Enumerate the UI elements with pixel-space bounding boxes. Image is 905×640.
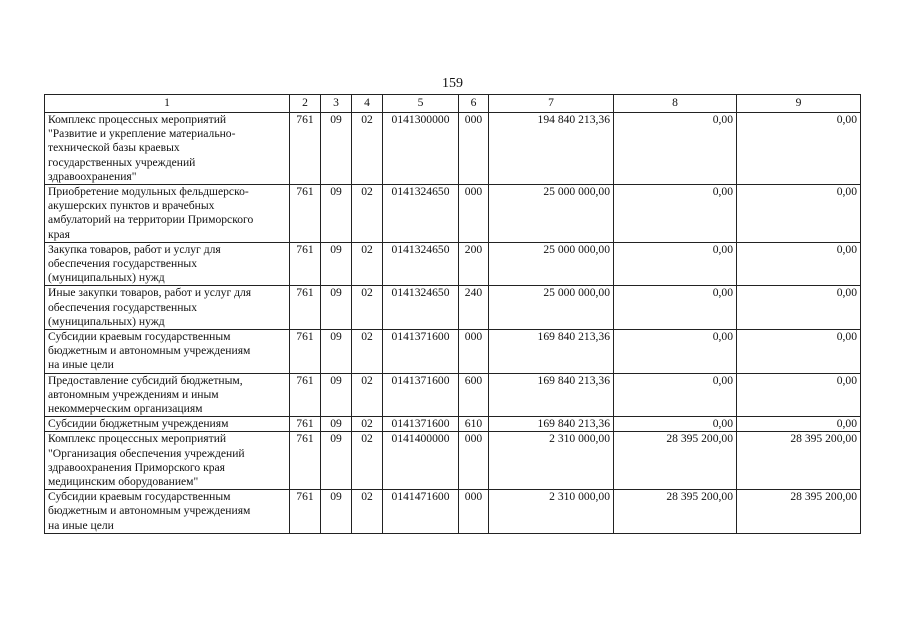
cell-code-6: 000 [459, 490, 489, 534]
cell-code-4: 02 [352, 185, 383, 243]
cell-code-2: 761 [290, 417, 321, 432]
cell-amount-7: 194 840 213,36 [489, 113, 614, 185]
table-row [45, 113, 861, 185]
cell-amount-9: 0,00 [737, 330, 861, 374]
cell-code-3: 09 [321, 113, 352, 185]
column-header: 6 [459, 95, 489, 113]
row-name: Субсидии краевым государственным бюджетным и автономным учреждениям на иные цели [45, 490, 290, 534]
row-name: Комплекс процессных мероприятий "Организация обеспечения учреждений здравоохранения Приморского края медицинским оборудованием" [45, 432, 290, 490]
cell-code-4: 02 [352, 490, 383, 534]
cell-amount-7: 2 310 000,00 [489, 490, 614, 534]
cell-code-5: 0141371600 [383, 373, 459, 417]
column-header: 8 [614, 95, 737, 113]
cell-code-5: 0141371600 [383, 417, 459, 432]
cell-amount-9: 0,00 [737, 113, 861, 185]
table-row [45, 185, 861, 243]
cell-code-5: 0141300000 [383, 113, 459, 185]
cell-amount-8: 0,00 [614, 113, 737, 185]
cell-code-5: 0141400000 [383, 432, 459, 490]
cell-code-6: 000 [459, 432, 489, 490]
cell-code-6: 240 [459, 286, 489, 330]
row-name: Приобретение модульных фельдшерско- акушерских пунктов и врачебных амбулаторий на территории Приморского края [45, 185, 290, 243]
cell-amount-7: 169 840 213,36 [489, 373, 614, 417]
cell-code-6: 610 [459, 417, 489, 432]
cell-code-3: 09 [321, 490, 352, 534]
table-row [45, 490, 861, 534]
cell-amount-9: 0,00 [737, 373, 861, 417]
cell-amount-9: 28 395 200,00 [737, 490, 861, 534]
row-name: Комплекс процессных мероприятий "Развитие и укрепление материально- технической базы краевых государственных учреждений здравоохранения" [45, 113, 290, 185]
cell-amount-8: 0,00 [614, 330, 737, 374]
column-header: 4 [352, 95, 383, 113]
cell-code-4: 02 [352, 286, 383, 330]
table-row [45, 432, 861, 490]
cell-code-2: 761 [290, 432, 321, 490]
cell-amount-9: 0,00 [737, 242, 861, 286]
column-header: 7 [489, 95, 614, 113]
table-row [45, 330, 861, 374]
budget-table [44, 94, 861, 534]
cell-code-2: 761 [290, 286, 321, 330]
cell-code-5: 0141324650 [383, 286, 459, 330]
cell-code-2: 761 [290, 242, 321, 286]
cell-amount-9: 0,00 [737, 185, 861, 243]
column-header: 5 [383, 95, 459, 113]
cell-code-4: 02 [352, 242, 383, 286]
cell-code-3: 09 [321, 242, 352, 286]
cell-code-3: 09 [321, 286, 352, 330]
cell-code-3: 09 [321, 185, 352, 243]
table-row [45, 286, 861, 330]
cell-amount-7: 25 000 000,00 [489, 185, 614, 243]
cell-code-6: 000 [459, 113, 489, 185]
column-header: 9 [737, 95, 861, 113]
cell-code-2: 761 [290, 490, 321, 534]
cell-amount-8: 0,00 [614, 286, 737, 330]
row-name: Субсидии бюджетным учреждениям [45, 417, 290, 432]
cell-code-4: 02 [352, 113, 383, 185]
cell-code-5: 0141324650 [383, 185, 459, 243]
table-row [45, 242, 861, 286]
cell-code-6: 200 [459, 242, 489, 286]
row-name: Иные закупки товаров, работ и услуг для обеспечения государственных (муниципальных) нужд [45, 286, 290, 330]
cell-code-3: 09 [321, 330, 352, 374]
cell-code-4: 02 [352, 373, 383, 417]
cell-code-4: 02 [352, 417, 383, 432]
cell-code-5: 0141471600 [383, 490, 459, 534]
row-name: Закупка товаров, работ и услуг для обеспечения государственных (муниципальных) нужд [45, 242, 290, 286]
cell-code-4: 02 [352, 330, 383, 374]
cell-code-5: 0141371600 [383, 330, 459, 374]
cell-code-2: 761 [290, 373, 321, 417]
cell-amount-7: 169 840 213,36 [489, 330, 614, 374]
cell-code-2: 761 [290, 185, 321, 243]
cell-amount-8: 0,00 [614, 185, 737, 243]
header-row [45, 95, 861, 113]
cell-amount-8: 0,00 [614, 373, 737, 417]
table-row [45, 417, 861, 432]
column-header: 2 [290, 95, 321, 113]
cell-amount-8: 28 395 200,00 [614, 432, 737, 490]
table-row [45, 373, 861, 417]
cell-code-3: 09 [321, 373, 352, 417]
cell-amount-8: 0,00 [614, 417, 737, 432]
cell-code-2: 761 [290, 113, 321, 185]
cell-code-2: 761 [290, 330, 321, 374]
row-name: Субсидии краевым государственным бюджетным и автономным учреждениям на иные цели [45, 330, 290, 374]
row-name: Предоставление субсидий бюджетным, автономным учреждениям и иным некоммерческим организациям [45, 373, 290, 417]
cell-amount-8: 28 395 200,00 [614, 490, 737, 534]
column-header: 1 [45, 95, 290, 113]
cell-code-3: 09 [321, 417, 352, 432]
cell-amount-7: 25 000 000,00 [489, 286, 614, 330]
cell-amount-9: 28 395 200,00 [737, 432, 861, 490]
cell-amount-8: 0,00 [614, 242, 737, 286]
cell-amount-7: 2 310 000,00 [489, 432, 614, 490]
cell-amount-9: 0,00 [737, 417, 861, 432]
cell-code-3: 09 [321, 432, 352, 490]
cell-code-6: 000 [459, 185, 489, 243]
cell-amount-7: 25 000 000,00 [489, 242, 614, 286]
cell-code-6: 000 [459, 330, 489, 374]
cell-code-4: 02 [352, 432, 383, 490]
page-number: 159 [442, 76, 463, 91]
cell-amount-7: 169 840 213,36 [489, 417, 614, 432]
cell-code-6: 600 [459, 373, 489, 417]
column-header: 3 [321, 95, 352, 113]
cell-code-5: 0141324650 [383, 242, 459, 286]
cell-amount-9: 0,00 [737, 286, 861, 330]
